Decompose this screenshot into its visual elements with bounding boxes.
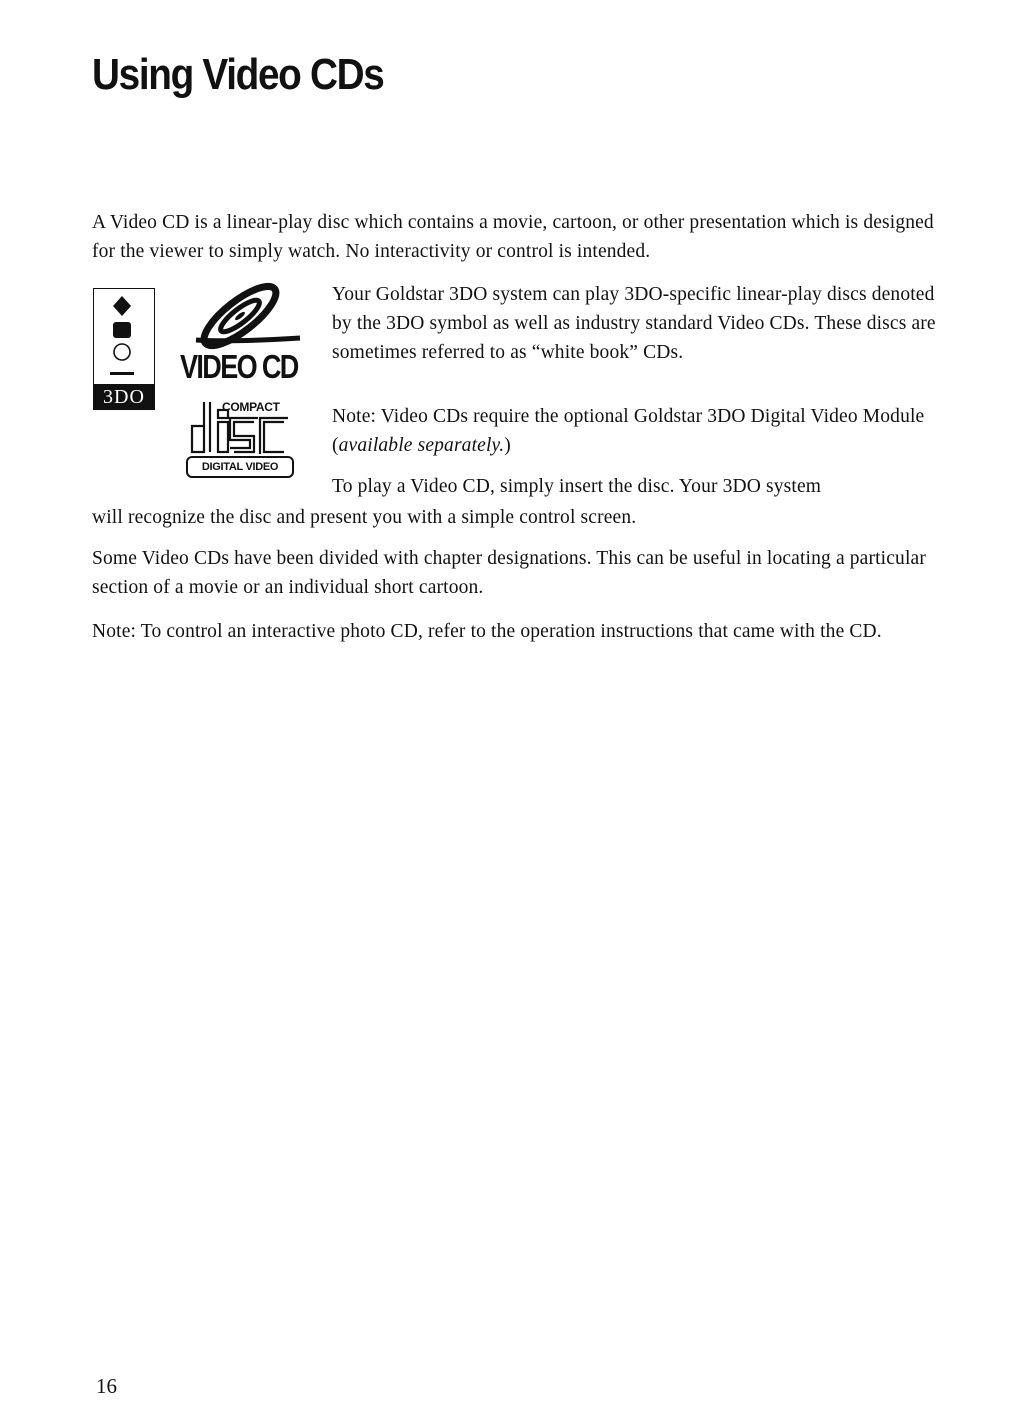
play-paragraph-line1: To play a Video CD, simply insert the disc. Your 3DO system	[332, 476, 822, 497]
page-title: Using Video CDs	[92, 50, 384, 99]
page-number: 16	[96, 1374, 117, 1398]
video-cd-logo	[178, 282, 308, 394]
note-module-italic: available separately.	[338, 435, 505, 456]
intro-paragraph: A Video CD is a linear-play disc which contains a movie, cartoon, or other presentation which is designed for the viewer to simply watch. No interactivity or control is intended.	[92, 212, 934, 262]
note-photo-paragraph: Note: To control an interactive photo CD, refer to the operation instructions that came with the CD.	[92, 621, 882, 642]
note-module-text: Note: Video CDs require the optional Goldstar 3DO Digital Video Module (	[332, 406, 925, 456]
video-cd-label: VIDEO CD	[180, 348, 298, 385]
note-module-paragraph	[332, 402, 952, 460]
digital-video-label: DIGITAL VIDEO	[186, 456, 294, 478]
3do-logo	[93, 288, 155, 410]
note-module-suffix: )	[504, 435, 511, 456]
chapters-paragraph: Some Video CDs have been divided with chapter designations. This can be useful in locating a particular section of a movie or an individual short cartoon.	[92, 548, 926, 598]
play-paragraph-line2: will recognize the disc and present you with a simple control screen.	[92, 507, 637, 528]
compact-label: COMPACT	[222, 400, 280, 414]
goldstar-paragraph: Your Goldstar 3DO system can play 3DO-specific linear-play discs denoted by the 3DO symbol as well as industry standard Video CDs. These discs are sometimes referred to as “white book” CDs.	[332, 284, 936, 363]
3do-logo-label: 3DO	[93, 384, 155, 410]
compact-disc-logo	[186, 396, 296, 484]
